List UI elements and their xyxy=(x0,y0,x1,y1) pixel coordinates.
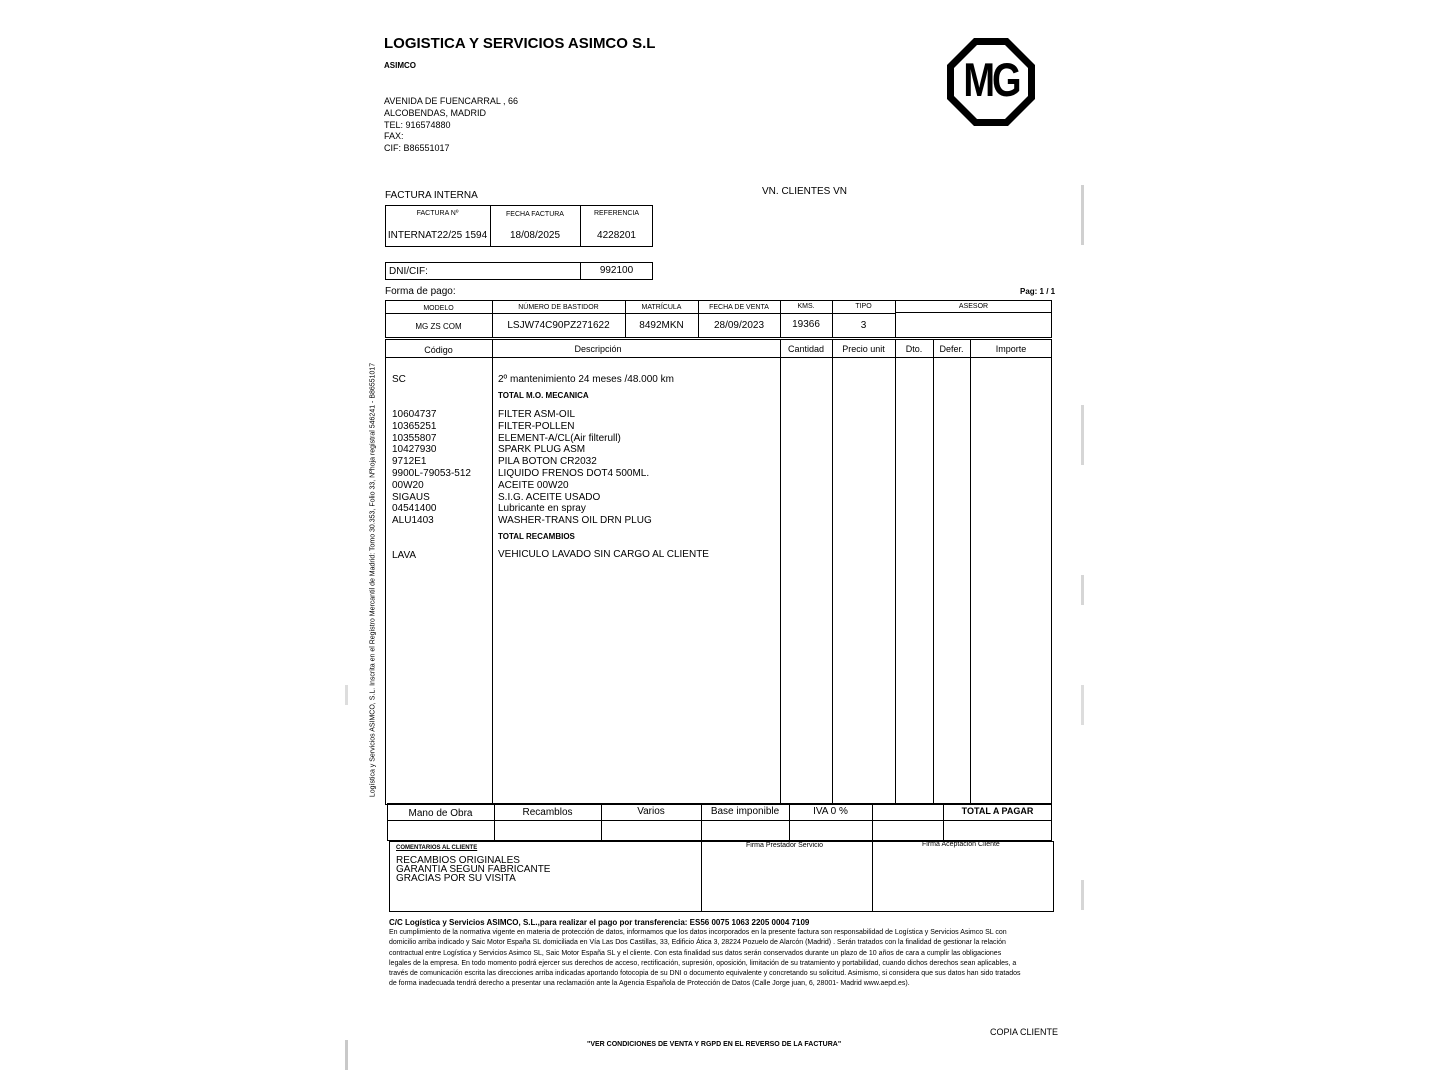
line-code: 10604737 xyxy=(392,409,437,420)
page-number: Pag: 1 / 1 xyxy=(1020,287,1056,296)
scan-artifact xyxy=(1081,405,1084,465)
labour-total-label: Mano de Obra xyxy=(408,808,473,819)
line-description: WASHER-TRANS OIL DRN PLUG xyxy=(498,515,652,527)
scan-artifact xyxy=(345,685,348,705)
line-description: ACEITE 00W20 xyxy=(498,479,569,491)
line-code: 10427930 xyxy=(392,444,437,456)
col-quantity: Cantidad xyxy=(787,344,825,354)
parts-total-label: Recamblos xyxy=(522,807,573,818)
copy-label: COPIA CLIENTE xyxy=(990,1027,1059,1037)
company-address xyxy=(384,96,518,155)
model-value: MG ZS COM xyxy=(415,322,462,331)
chassis-value: LSJW74C90PZ271622 xyxy=(507,320,610,331)
comments-label: COMENTARIOS AL CLIENTE xyxy=(396,845,478,851)
total-to-pay-label: TOTAL A PAGAR xyxy=(961,806,1034,816)
privacy-line: través de comunicación escrita las direcciones arriba indicadas aportando fotocopia de su DNI o documento equivalente y concretando su solicitud. Asimismo, si considera que sus datos han sido tratados xyxy=(389,970,1021,978)
registry-text: Logística y Servicios ASIMCO, S.L. Inscrita en el Registro Mercantil de Madrid: Tomo 30.353, Folio 33, Nºhoja registral 546241 - B86551017 xyxy=(369,362,377,798)
line-description: ELEMENT-A/CL(Air filterull) xyxy=(498,432,621,444)
comments-lines xyxy=(396,856,550,883)
line-items-table xyxy=(385,339,1052,805)
col-unit-price: Precio unit xyxy=(842,344,885,354)
line-description: VEHICULO LAVADO SIN CARGO AL CLIENTE xyxy=(498,549,709,560)
client-label: VN. CLIENTES VN xyxy=(762,186,848,197)
advisor-label: ASESOR xyxy=(958,303,989,310)
privacy-line: de forma inadecuada tendrá derecho a presentar una reclamación ante la Agencia Española de Protección de Datos (Calle Jorge juan, 6, 28001- Madrid www.aepd.es). xyxy=(389,980,910,988)
line-code: 10355807 xyxy=(392,432,437,444)
line-description: PILA BOTON CR2032 xyxy=(498,456,597,468)
line-code: SIGAUS xyxy=(392,491,430,503)
line-code: LAVA xyxy=(392,550,417,561)
chassis-label: NÚMERO DE BASTIDOR xyxy=(518,304,599,311)
line-description: FILTER-POLLEN xyxy=(498,420,575,432)
provider-signature-label: Firma Prestador Servicio xyxy=(746,842,824,849)
vat-label: IVA 0 % xyxy=(813,806,848,817)
payment-method-label: Forma de pago: xyxy=(385,286,456,297)
address-line: CIF: B86551017 xyxy=(384,143,450,154)
privacy-line: legales de la empresa. En todo momento podrá ejercer sus derechos de acceso, rectificación, supresión, oposición, limitación de su tratamiento y portabilidad, cuando dichos derechos sean aplicables, a xyxy=(389,959,1017,967)
total-parts-label: TOTAL RECAMBIOS xyxy=(498,532,575,541)
address-line: TEL: 916574880 xyxy=(384,119,451,130)
total-labour-label: TOTAL M.O. MECANICA xyxy=(498,391,589,400)
company-short-name: ASIMCO xyxy=(384,61,416,70)
invoice-number-label: FACTURA Nº xyxy=(416,210,459,217)
tax-base-label: Base imponible xyxy=(710,806,780,817)
invoice-number-value: INTERNAT22/25 1594 xyxy=(387,230,488,241)
model-label: MODELO xyxy=(423,305,454,312)
address-line: AVENIDA DE FUENCARRAL , 66 xyxy=(384,96,519,106)
reference-label: REFERENCIA xyxy=(593,210,640,217)
kms-value: 19366 xyxy=(792,319,820,330)
kms-label: KMS. xyxy=(797,303,815,310)
misc-total-label: Varios xyxy=(637,806,665,817)
bank-transfer-line: C/C Logística y Servicios ASIMCO, S.L.,para realizar el pago por transferencia: ES56 0075 1063 2205 0004 7109 xyxy=(389,918,810,927)
address-line: FAX: xyxy=(384,131,404,142)
comment-line: GRACIAS POR SU VISITA xyxy=(396,873,516,884)
line-description: SPARK PLUG ASM xyxy=(498,444,586,456)
col-deferred: Defer. xyxy=(939,344,964,354)
sale-date-label: FECHA DE VENTA xyxy=(709,304,769,311)
invoice-date-value: 18/08/2025 xyxy=(509,230,561,241)
type-value: 3 xyxy=(860,320,867,331)
col-description: Descripción xyxy=(574,344,622,354)
privacy-line: domicilio arriba indicado y Saic Motor España SL domiciliada en Vía Las Dos Castillas, 33, Edificio Ática 3, 28224 Pozuelo de Alarcón (Madrid) . Serán tratados con la finalidad de gestionar la relación xyxy=(389,939,1006,947)
parts-codes xyxy=(392,409,471,527)
logo-text: MG xyxy=(963,54,1019,108)
privacy-line: En cumplimiento de la normativa vigente en materia de protección de datos, informamos que los datos incorporados en la presente factura son responsabilidad de Logística y Servicios Asimco SL con xyxy=(389,929,1007,936)
client-signature-label: Firma Aceptación Cliente xyxy=(922,841,1000,848)
line-description: S.I.G. ACEITE USADO xyxy=(498,491,601,503)
line-code: ALU1403 xyxy=(392,515,434,527)
line-description: Lubricante en spray xyxy=(498,503,586,515)
line-description: FILTER ASM-OIL xyxy=(498,409,576,420)
privacy-line: contractual entre Logística y Servicios Asimco SL, Saic Motor España SL y el cliente. Con esta finalidad sus datos serán conservados durante un plazo de 10 años de cara a cumplir las obligaciones xyxy=(389,949,1002,957)
scan-artifact xyxy=(1081,185,1084,245)
sale-date-value: 28/09/2023 xyxy=(713,320,765,331)
invoice-date-label: FECHA FACTURA xyxy=(506,211,564,218)
line-code: 9712E1 xyxy=(392,456,427,468)
scan-artifact xyxy=(1081,575,1084,605)
comment-line: GARANTIA SEGUN FABRICANTE xyxy=(396,864,551,875)
line-code: 10365251 xyxy=(392,420,437,432)
scan-artifact xyxy=(345,1040,348,1070)
line-description: LIQUIDO FRENOS DOT4 500ML. xyxy=(498,467,650,479)
dni-label: DNI/CIF: xyxy=(389,266,428,277)
dni-value: 992100 xyxy=(599,265,634,276)
col-discount: Dto. xyxy=(905,344,923,354)
scan-artifact xyxy=(1081,685,1084,725)
invoice-title: FACTURA INTERNA xyxy=(385,190,478,201)
address-line: ALCOBENDAS, MADRID xyxy=(384,107,487,118)
mg-octagon-logo xyxy=(945,36,1037,128)
line-code: 9900L-79053-512 xyxy=(392,467,471,479)
line-description: 2º mantenimiento 24 meses /48.000 km xyxy=(498,374,674,385)
col-code: Código xyxy=(424,345,453,355)
line-code: 00W20 xyxy=(392,479,424,491)
conditions-note: "VER CONDICIONES DE VENTA Y RGPD EN EL REVERSO DE LA FACTURA" xyxy=(587,1041,842,1048)
line-code: SC xyxy=(392,374,406,385)
company-name: LOGISTICA Y SERVICIOS ASIMCO S.L xyxy=(384,35,656,52)
plate-value: 8492MKN xyxy=(639,320,684,331)
line-code: 04541400 xyxy=(392,503,437,515)
col-amount: Importe xyxy=(995,344,1027,354)
privacy-notice xyxy=(389,928,1021,990)
parts-descriptions xyxy=(498,409,652,527)
scan-artifact xyxy=(1081,880,1084,910)
plate-label: MATRÍCULA xyxy=(641,304,682,311)
reference-value: 4228201 xyxy=(597,230,636,241)
comment-line: RECAMBIOS ORIGINALES xyxy=(396,855,520,866)
type-label: TIPO xyxy=(855,303,872,310)
